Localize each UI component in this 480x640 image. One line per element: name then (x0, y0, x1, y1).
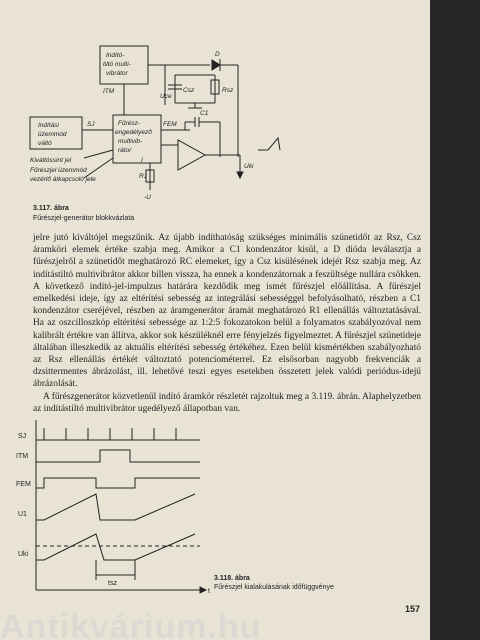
time-label: t (208, 588, 210, 595)
axis-itm: ITM (16, 453, 29, 460)
cst-label: Csz (183, 87, 195, 94)
figure-top-caption-title: 3.117. ábra (33, 205, 69, 212)
generator-label-1: Fűrész- (118, 120, 141, 127)
figure-top-caption-text: Fűrészjel-generátor blokkvázlata (33, 215, 135, 222)
page-number: 157 (405, 604, 421, 614)
figure-bottom-caption-text: Fűrészjel kialakulásának időfüggvénye (214, 584, 334, 591)
r1-label: R1 (139, 173, 148, 180)
figure-bottom-caption-title: 3.118. ábra (214, 575, 250, 582)
multivibrator-label-1: Indító- (106, 52, 125, 59)
i-label: I (141, 157, 143, 164)
watermark: Antikvárium.hu (0, 608, 262, 640)
axis-u1: U1 (18, 511, 27, 518)
d-label: D (215, 51, 220, 58)
generator-label-3: multivib- (118, 138, 143, 145)
input-label-2: Fűrészjel üzemmód (30, 167, 87, 174)
book-spine (430, 0, 480, 640)
control-label-1: Indítási (38, 122, 59, 129)
axis-uki: Uki (18, 551, 29, 558)
input-label-1: Kiváltóssint jel (30, 157, 72, 164)
generator-label-2: engedélyező (115, 129, 152, 136)
multivibrator-label-3: vibrátor (106, 70, 128, 77)
generator-label-4: rátor (118, 147, 132, 154)
minus-u-label: -U (144, 194, 151, 200)
axis-fem: FEM (16, 481, 31, 488)
control-label-2: üzemmód (38, 131, 67, 138)
control-label-3: váltó (38, 140, 52, 147)
uce-label: Uce (160, 93, 172, 100)
axis-sj: SJ (18, 433, 27, 440)
input-label-3: vezérlő átkapcsoló jele (30, 176, 96, 183)
paragraph-1: jelre jutó kiváltójel megszűnik. Az újabb indíthatóság szükséges minimális szünetidőt az Rsz, Csz áramköri elemek értéke szabja meg. Amikor a C1 kondenzátor kisül, a D dióda leválasztja a fűrészjelről a szünetidőt meghatározó RC elemeket, így a Csz kisülésének idejét Rsz szabja meg. Az indítástiltó multivibrátor akkor billen vissza, ha ennek a kondenzátornak a feszültsége nullára csökken. A következő indító-jel-impulzus határára kezdődik meg ismét fűrészjel előállítása. A fűrészjel emelkedési ideje, így az eltérítési sebesség az integrálási sebességgel befolyásolható, részben a C1 kondenzátor cseréjével, részben az áramgenerátor áramát meghatározó R1 ellenállás változtatásával. Ha az oszcilloszkóp eltérítési sebessége az 1:2:5 fokozatokon belül a folyamatos szabályozóval nem kalibrált értékre van állítva, akkor sok készüléknél erre fényjelzés figyelmeztet. A fűrészjel szünetideje általában illeszkedik az aktuális eltérítési sebesség értékéhez. Ezen belül kismértékben szabályozható az Rsz ellenállás értékét változtató potenciométerrel. Ez elsősorban nagyobb frekvenciák a dzsittermentes ábrázolást, ill. lehetővé teszi egyes esetekben összetett jelek valódi periódus-idejű ábrázolását. (33, 233, 421, 390)
sj-label: SJ (87, 121, 95, 128)
uout-label: Uki (244, 163, 254, 170)
rst-label: Rsz (222, 87, 234, 94)
c1-label: C1 (200, 110, 209, 117)
multivibrator-label-2: tiltó multi- (103, 61, 131, 68)
fem-label: FEM (163, 121, 177, 128)
paragraph-2: A fűrészgenerátor közvetlenül indító áramkör részletét rajzoltuk meg a 3.119. ábrán. Alaphelyzetben az indítástiltó multivibrátor ugedélyező állapotban van. (33, 391, 421, 414)
itm-label: ITM (103, 88, 115, 95)
tsz-label: tsz (108, 580, 117, 587)
